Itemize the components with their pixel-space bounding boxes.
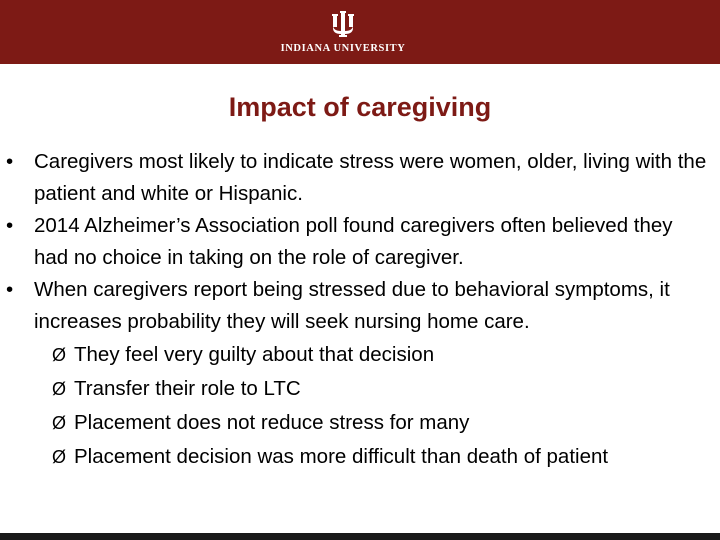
slide-title: Impact of caregiving [228,92,492,122]
bullet-marker: • [6,214,14,237]
arrow-bullet-icon: Ø [52,379,67,399]
arrow-bullet-icon: Ø [52,447,67,467]
university-name: INDIANA UNIVERSITY [280,43,406,54]
trident-logo-icon [331,11,355,37]
bullet-text: When caregivers report being stressed due to behavioral symptoms, it increases probability they will seek nursing home care. [34,278,670,333]
arrow-bullet-icon: Ø [52,413,67,433]
sub-bullet-item [0,372,720,406]
sub-bullet-text: Placement decision was more difficult than death of patient [74,445,609,468]
sub-bullet-item [0,406,720,440]
footer-rule [0,533,720,540]
bullet-item [0,210,720,274]
bullet-marker: • [6,278,14,301]
header-banner [0,0,720,64]
bullet-text: Caregivers most likely to indicate stress were women, older, living with the patient and white or Hispanic. [34,150,707,205]
slide-body [0,146,720,474]
bullet-text: 2014 Alzheimer’s Association poll found caregivers often believed they had no choice in taking on the role of caregiver. [34,214,673,269]
arrow-bullet-icon: Ø [52,345,67,365]
bullet-item [0,146,720,210]
sub-bullet-text: Transfer their role to LTC [74,377,301,400]
sub-bullet-item [0,338,720,372]
sub-bullet-text: Placement does not reduce stress for many [74,411,470,434]
sub-bullet-item [0,440,720,474]
bullet-marker: • [6,150,14,173]
bullet-item [0,274,720,338]
sub-bullet-text: They feel very guilty about that decision [74,343,435,366]
